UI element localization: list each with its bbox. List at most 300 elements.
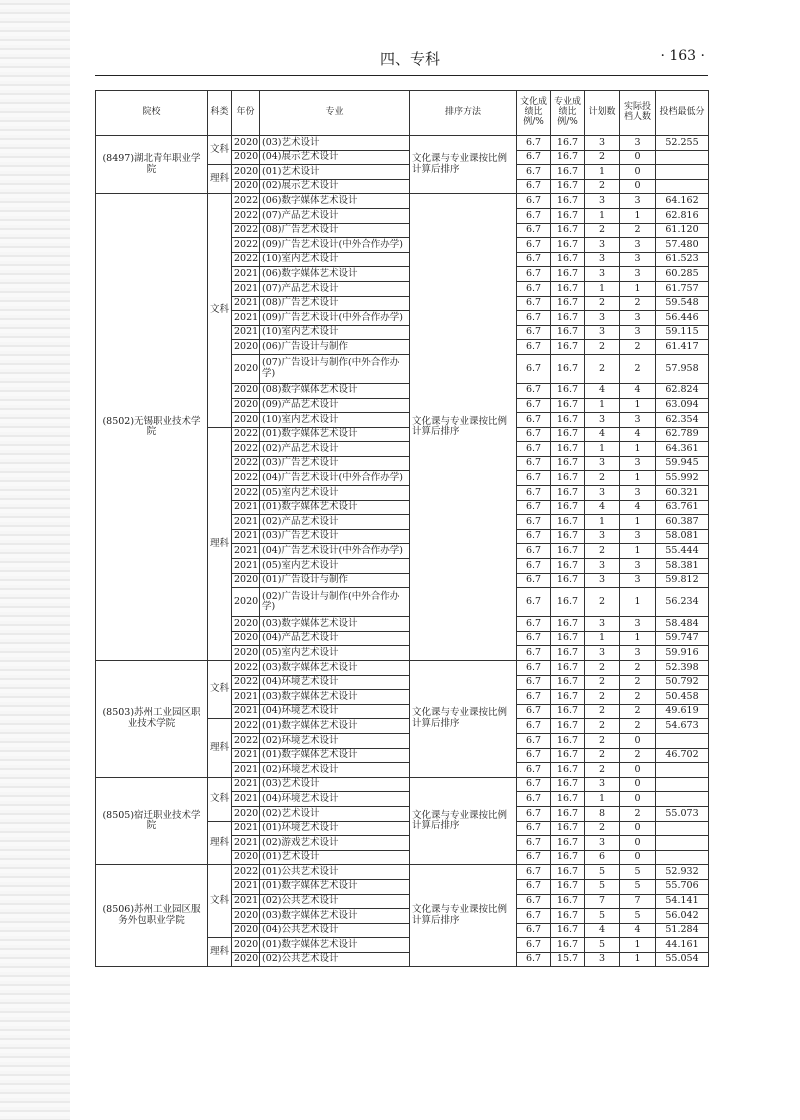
year-cell: 2021 — [232, 777, 260, 792]
plan-count-cell: 2 — [585, 544, 620, 559]
school-name: (8503)苏州工业园区职业技术学院 — [96, 661, 208, 778]
professional-ratio-cell: 16.7 — [551, 529, 585, 544]
culture-ratio-cell: 6.7 — [517, 704, 551, 719]
year-cell: 2021 — [232, 515, 260, 530]
culture-ratio-cell: 6.7 — [517, 923, 551, 938]
actual-count-cell: 1 — [620, 208, 656, 223]
professional-ratio-cell: 16.7 — [551, 719, 585, 734]
min-score-cell: 56.234 — [656, 588, 709, 617]
year-cell: 2021 — [232, 821, 260, 836]
min-score-cell: 46.702 — [656, 748, 709, 763]
year-cell: 2020 — [232, 383, 260, 398]
year-cell: 2022 — [232, 252, 260, 267]
actual-count-cell: 4 — [620, 923, 656, 938]
plan-count-cell: 2 — [585, 150, 620, 165]
plan-count-cell: 3 — [585, 646, 620, 661]
table-row — [96, 136, 709, 151]
culture-ratio-cell: 6.7 — [517, 748, 551, 763]
year-cell: 2020 — [232, 588, 260, 617]
major-cell: (02)展示艺术设计 — [260, 179, 410, 194]
plan-count-cell: 6 — [585, 850, 620, 865]
actual-count-cell: 5 — [620, 909, 656, 924]
professional-ratio-cell: 16.7 — [551, 909, 585, 924]
major-cell: (01)环境艺术设计 — [260, 821, 410, 836]
plan-count-cell: 2 — [585, 748, 620, 763]
plan-count-cell: 1 — [585, 442, 620, 457]
culture-ratio-cell: 6.7 — [517, 544, 551, 559]
professional-ratio-cell: 16.7 — [551, 179, 585, 194]
year-cell: 2021 — [232, 748, 260, 763]
year-cell: 2020 — [232, 923, 260, 938]
year-cell: 2020 — [232, 909, 260, 924]
major-cell: (02)广告设计与制作(中外合作办学) — [260, 588, 410, 617]
col-culture-ratio-header: 文化成绩比例/% — [517, 91, 551, 136]
plan-count-cell: 3 — [585, 836, 620, 851]
major-cell: (02)公共艺术设计 — [260, 894, 410, 909]
subject-category: 理科 — [208, 821, 232, 865]
culture-ratio-cell: 6.7 — [517, 398, 551, 413]
culture-ratio-cell: 6.7 — [517, 208, 551, 223]
min-score-cell: 64.361 — [656, 442, 709, 457]
col-actual-header: 实际投档人数 — [620, 91, 656, 136]
major-cell: (04)公共艺术设计 — [260, 923, 410, 938]
professional-ratio-cell: 16.7 — [551, 150, 585, 165]
actual-count-cell: 1 — [620, 471, 656, 486]
professional-ratio-cell: 16.7 — [551, 763, 585, 778]
year-cell: 2020 — [232, 806, 260, 821]
col-min-score-header: 投档最低分 — [656, 91, 709, 136]
actual-count-cell: 3 — [620, 311, 656, 326]
col-major-header: 专业 — [260, 91, 410, 136]
actual-count-cell: 3 — [620, 617, 656, 632]
actual-count-cell: 2 — [620, 296, 656, 311]
actual-count-cell: 3 — [620, 136, 656, 151]
year-cell: 2021 — [232, 267, 260, 282]
year-cell: 2020 — [232, 398, 260, 413]
table-header-row — [96, 91, 709, 136]
major-cell: (02)艺术设计 — [260, 806, 410, 821]
actual-count-cell: 4 — [620, 383, 656, 398]
plan-count-cell: 2 — [585, 690, 620, 705]
major-cell: (09)广告艺术设计(中外合作办学) — [260, 311, 410, 326]
professional-ratio-cell: 16.7 — [551, 661, 585, 676]
actual-count-cell: 2 — [620, 806, 656, 821]
professional-ratio-cell: 16.7 — [551, 777, 585, 792]
plan-count-cell: 3 — [585, 325, 620, 340]
major-cell: (03)广告艺术设计 — [260, 529, 410, 544]
plan-count-cell: 1 — [585, 398, 620, 413]
culture-ratio-cell: 6.7 — [517, 486, 551, 501]
culture-ratio-cell: 6.7 — [517, 617, 551, 632]
actual-count-cell: 1 — [620, 442, 656, 457]
professional-ratio-cell: 16.7 — [551, 223, 585, 238]
professional-ratio-cell: 16.7 — [551, 617, 585, 632]
plan-count-cell: 2 — [585, 471, 620, 486]
actual-count-cell: 3 — [620, 252, 656, 267]
major-cell: (07)广告设计与制作(中外合作办学) — [260, 354, 410, 383]
major-cell: (05)室内艺术设计 — [260, 486, 410, 501]
year-cell: 2020 — [232, 165, 260, 180]
culture-ratio-cell: 6.7 — [517, 311, 551, 326]
header-rule — [95, 75, 708, 76]
professional-ratio-cell: 16.7 — [551, 427, 585, 442]
professional-ratio-cell: 16.7 — [551, 311, 585, 326]
professional-ratio-cell: 16.7 — [551, 646, 585, 661]
min-score-cell: 60.387 — [656, 515, 709, 530]
professional-ratio-cell: 16.7 — [551, 413, 585, 428]
major-cell: (10)室内艺术设计 — [260, 413, 410, 428]
actual-count-cell: 5 — [620, 879, 656, 894]
professional-ratio-cell: 16.7 — [551, 675, 585, 690]
professional-ratio-cell: 16.7 — [551, 208, 585, 223]
professional-ratio-cell: 16.7 — [551, 631, 585, 646]
culture-ratio-cell: 6.7 — [517, 631, 551, 646]
year-cell: 2021 — [232, 544, 260, 559]
major-cell: (01)数字媒体艺术设计 — [260, 427, 410, 442]
actual-count-cell: 3 — [620, 559, 656, 574]
plan-count-cell: 7 — [585, 894, 620, 909]
year-cell: 2022 — [232, 427, 260, 442]
major-cell: (06)数字媒体艺术设计 — [260, 267, 410, 282]
plan-count-cell: 3 — [585, 573, 620, 588]
min-score-cell: 59.916 — [656, 646, 709, 661]
major-cell: (03)艺术设计 — [260, 136, 410, 151]
year-cell: 2020 — [232, 573, 260, 588]
professional-ratio-cell: 16.7 — [551, 383, 585, 398]
culture-ratio-cell: 6.7 — [517, 938, 551, 953]
plan-count-cell: 3 — [585, 559, 620, 574]
culture-ratio-cell: 6.7 — [517, 267, 551, 282]
culture-ratio-cell: 6.7 — [517, 792, 551, 807]
major-cell: (01)公共艺术设计 — [260, 865, 410, 880]
min-score-cell — [656, 733, 709, 748]
professional-ratio-cell: 16.7 — [551, 938, 585, 953]
year-cell: 2022 — [232, 238, 260, 253]
major-cell: (04)展示艺术设计 — [260, 150, 410, 165]
culture-ratio-cell: 6.7 — [517, 194, 551, 209]
professional-ratio-cell: 16.7 — [551, 690, 585, 705]
subject-category: 理科 — [208, 938, 232, 967]
professional-ratio-cell: 16.7 — [551, 836, 585, 851]
year-cell: 2021 — [232, 311, 260, 326]
plan-count-cell: 2 — [585, 661, 620, 676]
plan-count-cell: 5 — [585, 938, 620, 953]
actual-count-cell: 2 — [620, 675, 656, 690]
plan-count-cell: 2 — [585, 340, 620, 355]
plan-count-cell: 3 — [585, 952, 620, 967]
sort-method: 文化课与专业课按比例计算后排序 — [410, 661, 517, 778]
actual-count-cell: 0 — [620, 792, 656, 807]
min-score-cell: 57.958 — [656, 354, 709, 383]
plan-count-cell: 3 — [585, 486, 620, 501]
major-cell: (04)广告艺术设计(中外合作办学) — [260, 471, 410, 486]
plan-count-cell: 2 — [585, 704, 620, 719]
culture-ratio-cell: 6.7 — [517, 223, 551, 238]
year-cell: 2022 — [232, 223, 260, 238]
actual-count-cell: 2 — [620, 354, 656, 383]
major-cell: (01)数字媒体艺术设计 — [260, 719, 410, 734]
major-cell: (03)数字媒体艺术设计 — [260, 661, 410, 676]
major-cell: (03)数字媒体艺术设计 — [260, 909, 410, 924]
professional-ratio-cell: 16.7 — [551, 398, 585, 413]
major-cell: (06)数字媒体艺术设计 — [260, 194, 410, 209]
min-score-cell: 50.458 — [656, 690, 709, 705]
major-cell: (04)广告艺术设计(中外合作办学) — [260, 544, 410, 559]
major-cell: (07)产品艺术设计 — [260, 281, 410, 296]
year-cell: 2021 — [232, 690, 260, 705]
culture-ratio-cell: 6.7 — [517, 150, 551, 165]
min-score-cell: 52.398 — [656, 661, 709, 676]
actual-count-cell: 3 — [620, 456, 656, 471]
col-plan-header: 计划数 — [585, 91, 620, 136]
actual-count-cell: 1 — [620, 631, 656, 646]
professional-ratio-cell: 16.7 — [551, 456, 585, 471]
min-score-cell: 61.417 — [656, 340, 709, 355]
actual-count-cell: 1 — [620, 952, 656, 967]
major-cell: (09)产品艺术设计 — [260, 398, 410, 413]
culture-ratio-cell: 6.7 — [517, 471, 551, 486]
actual-count-cell: 3 — [620, 646, 656, 661]
major-cell: (08)广告艺术设计 — [260, 223, 410, 238]
min-score-cell: 63.094 — [656, 398, 709, 413]
min-score-cell: 59.945 — [656, 456, 709, 471]
actual-count-cell: 1 — [620, 544, 656, 559]
actual-count-cell: 0 — [620, 150, 656, 165]
plan-count-cell: 4 — [585, 500, 620, 515]
professional-ratio-cell: 16.7 — [551, 471, 585, 486]
professional-ratio-cell: 16.7 — [551, 850, 585, 865]
plan-count-cell: 3 — [585, 267, 620, 282]
culture-ratio-cell: 6.7 — [517, 515, 551, 530]
year-cell: 2021 — [232, 296, 260, 311]
plan-count-cell: 5 — [585, 879, 620, 894]
professional-ratio-cell: 16.7 — [551, 238, 585, 253]
plan-count-cell: 3 — [585, 529, 620, 544]
professional-ratio-cell: 16.7 — [551, 486, 585, 501]
culture-ratio-cell: 6.7 — [517, 646, 551, 661]
major-cell: (02)公共艺术设计 — [260, 952, 410, 967]
plan-count-cell: 5 — [585, 909, 620, 924]
year-cell: 2020 — [232, 617, 260, 632]
min-score-cell: 63.761 — [656, 500, 709, 515]
year-cell: 2020 — [232, 354, 260, 383]
major-cell: (10)室内艺术设计 — [260, 325, 410, 340]
major-cell: (04)产品艺术设计 — [260, 631, 410, 646]
min-score-cell: 54.673 — [656, 719, 709, 734]
major-cell: (10)室内艺术设计 — [260, 252, 410, 267]
min-score-cell: 59.548 — [656, 296, 709, 311]
plan-count-cell: 2 — [585, 675, 620, 690]
professional-ratio-cell: 16.7 — [551, 704, 585, 719]
actual-count-cell: 2 — [620, 704, 656, 719]
culture-ratio-cell: 6.7 — [517, 573, 551, 588]
culture-ratio-cell: 6.7 — [517, 777, 551, 792]
min-score-cell: 52.255 — [656, 136, 709, 151]
professional-ratio-cell: 16.7 — [551, 500, 585, 515]
professional-ratio-cell: 16.7 — [551, 325, 585, 340]
major-cell: (02)产品艺术设计 — [260, 442, 410, 457]
professional-ratio-cell: 16.7 — [551, 296, 585, 311]
min-score-cell: 55.444 — [656, 544, 709, 559]
min-score-cell — [656, 821, 709, 836]
actual-count-cell: 3 — [620, 238, 656, 253]
school-name: (8497)湖北青年职业学院 — [96, 136, 208, 194]
culture-ratio-cell: 6.7 — [517, 238, 551, 253]
year-cell: 2021 — [232, 704, 260, 719]
major-cell: (04)环境艺术设计 — [260, 792, 410, 807]
actual-count-cell: 2 — [620, 748, 656, 763]
col-professional-ratio-header: 专业成绩比例/% — [551, 91, 585, 136]
year-cell: 2021 — [232, 894, 260, 909]
min-score-cell — [656, 792, 709, 807]
actual-count-cell: 0 — [620, 763, 656, 778]
year-cell: 2020 — [232, 631, 260, 646]
actual-count-cell: 5 — [620, 865, 656, 880]
major-cell: (03)数字媒体艺术设计 — [260, 690, 410, 705]
culture-ratio-cell: 6.7 — [517, 821, 551, 836]
professional-ratio-cell: 16.7 — [551, 252, 585, 267]
min-score-cell: 59.812 — [656, 573, 709, 588]
professional-ratio-cell: 16.7 — [551, 588, 585, 617]
min-score-cell: 54.141 — [656, 894, 709, 909]
major-cell: (08)广告艺术设计 — [260, 296, 410, 311]
year-cell: 2021 — [232, 559, 260, 574]
major-cell: (01)广告设计与制作 — [260, 573, 410, 588]
culture-ratio-cell: 6.7 — [517, 427, 551, 442]
actual-count-cell: 3 — [620, 529, 656, 544]
year-cell: 2022 — [232, 661, 260, 676]
actual-count-cell: 2 — [620, 223, 656, 238]
actual-count-cell: 3 — [620, 267, 656, 282]
plan-count-cell: 4 — [585, 427, 620, 442]
major-cell: (02)游戏艺术设计 — [260, 836, 410, 851]
subject-category: 文科 — [208, 777, 232, 821]
year-cell: 2021 — [232, 763, 260, 778]
table-row — [96, 865, 709, 880]
min-score-cell: 55.992 — [656, 471, 709, 486]
major-cell: (03)数字媒体艺术设计 — [260, 617, 410, 632]
table-row — [96, 194, 709, 209]
table-row — [96, 661, 709, 676]
min-score-cell: 62.816 — [656, 208, 709, 223]
min-score-cell: 58.381 — [656, 559, 709, 574]
plan-count-cell: 5 — [585, 865, 620, 880]
year-cell: 2022 — [232, 865, 260, 880]
major-cell: (07)产品艺术设计 — [260, 208, 410, 223]
year-cell: 2022 — [232, 442, 260, 457]
plan-count-cell: 3 — [585, 777, 620, 792]
major-cell: (01)数字媒体艺术设计 — [260, 500, 410, 515]
culture-ratio-cell: 6.7 — [517, 661, 551, 676]
actual-count-cell: 3 — [620, 413, 656, 428]
min-score-cell: 56.446 — [656, 311, 709, 326]
major-cell: (06)广告设计与制作 — [260, 340, 410, 355]
major-cell: (02)产品艺术设计 — [260, 515, 410, 530]
plan-count-cell: 1 — [585, 792, 620, 807]
school-name: (8505)宿迁职业技术学院 — [96, 777, 208, 865]
min-score-cell: 57.480 — [656, 238, 709, 253]
year-cell: 2020 — [232, 413, 260, 428]
min-score-cell: 64.162 — [656, 194, 709, 209]
professional-ratio-cell: 16.7 — [551, 792, 585, 807]
major-cell: (04)环境艺术设计 — [260, 675, 410, 690]
year-cell: 2021 — [232, 500, 260, 515]
admission-score-table — [95, 90, 709, 967]
culture-ratio-cell: 6.7 — [517, 500, 551, 515]
subject-category: 理科 — [208, 719, 232, 777]
professional-ratio-cell: 16.7 — [551, 544, 585, 559]
professional-ratio-cell: 16.7 — [551, 879, 585, 894]
plan-count-cell: 2 — [585, 763, 620, 778]
page-header-title: 四、专科 — [379, 50, 440, 68]
min-score-cell — [656, 150, 709, 165]
culture-ratio-cell: 6.7 — [517, 588, 551, 617]
major-cell: (02)环境艺术设计 — [260, 733, 410, 748]
year-cell: 2020 — [232, 340, 260, 355]
year-cell: 2020 — [232, 938, 260, 953]
major-cell: (01)数字媒体艺术设计 — [260, 748, 410, 763]
major-cell: (05)室内艺术设计 — [260, 646, 410, 661]
plan-count-cell: 1 — [585, 281, 620, 296]
actual-count-cell: 4 — [620, 427, 656, 442]
plan-count-cell: 2 — [585, 821, 620, 836]
min-score-cell — [656, 763, 709, 778]
plan-count-cell: 3 — [585, 136, 620, 151]
actual-count-cell: 0 — [620, 165, 656, 180]
culture-ratio-cell: 6.7 — [517, 383, 551, 398]
professional-ratio-cell: 16.7 — [551, 806, 585, 821]
professional-ratio-cell: 16.7 — [551, 573, 585, 588]
culture-ratio-cell: 6.7 — [517, 529, 551, 544]
col-year-header: 年份 — [232, 91, 260, 136]
sort-method: 文化课与专业课按比例计算后排序 — [410, 194, 517, 661]
major-cell: (02)环境艺术设计 — [260, 763, 410, 778]
actual-count-cell: 0 — [620, 777, 656, 792]
professional-ratio-cell: 16.7 — [551, 748, 585, 763]
major-cell: (01)艺术设计 — [260, 165, 410, 180]
actual-count-cell: 7 — [620, 894, 656, 909]
actual-count-cell: 2 — [620, 690, 656, 705]
major-cell: (03)艺术设计 — [260, 777, 410, 792]
professional-ratio-cell: 16.7 — [551, 165, 585, 180]
plan-count-cell: 2 — [585, 733, 620, 748]
plan-count-cell: 4 — [585, 923, 620, 938]
col-school-header: 院校 — [96, 91, 208, 136]
plan-count-cell: 2 — [585, 179, 620, 194]
plan-count-cell: 8 — [585, 806, 620, 821]
culture-ratio-cell: 6.7 — [517, 456, 551, 471]
min-score-cell: 55.706 — [656, 879, 709, 894]
year-cell: 2021 — [232, 281, 260, 296]
culture-ratio-cell: 6.7 — [517, 865, 551, 880]
actual-count-cell: 4 — [620, 500, 656, 515]
professional-ratio-cell: 16.7 — [551, 821, 585, 836]
min-score-cell: 58.484 — [656, 617, 709, 632]
actual-count-cell: 3 — [620, 573, 656, 588]
year-cell: 2020 — [232, 136, 260, 151]
professional-ratio-cell: 16.7 — [551, 442, 585, 457]
year-cell: 2022 — [232, 471, 260, 486]
min-score-cell: 60.321 — [656, 486, 709, 501]
actual-count-cell: 3 — [620, 486, 656, 501]
culture-ratio-cell: 6.7 — [517, 354, 551, 383]
school-name: (8502)无锡职业技术学院 — [96, 194, 208, 661]
plan-count-cell: 1 — [585, 165, 620, 180]
culture-ratio-cell: 6.7 — [517, 413, 551, 428]
major-cell: (01)数字媒体艺术设计 — [260, 938, 410, 953]
culture-ratio-cell: 6.7 — [517, 165, 551, 180]
min-score-cell — [656, 777, 709, 792]
